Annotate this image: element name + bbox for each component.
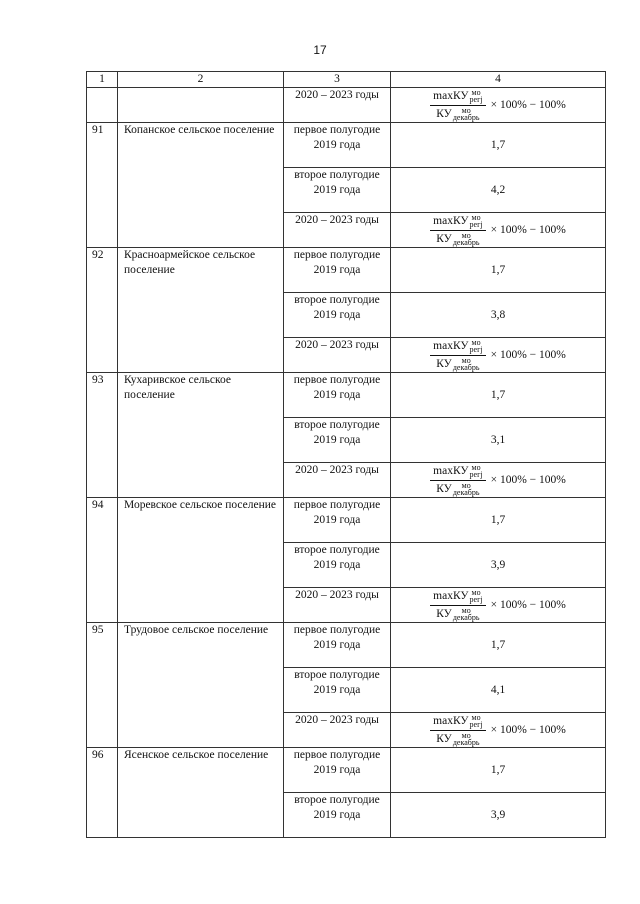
table-row [87, 373, 606, 418]
period-cell: второе полугодие 2019 года [284, 543, 391, 588]
period-cell: первое полугодие 2019 года [284, 748, 391, 793]
formula-cell [391, 588, 606, 623]
value-cell: 3,8 [391, 293, 606, 338]
period-cell: второе полугодие 2019 года [284, 168, 391, 213]
table-header-row [87, 72, 606, 88]
settlement-name-cell: Копанское сельское поселение [118, 123, 284, 248]
formula-multiplier: × 100% − 100% [490, 724, 566, 736]
period-cell: первое полугодие 2019 года [284, 248, 391, 293]
table-row [87, 748, 606, 793]
period-cell: второе полугодие 2019 года [284, 668, 391, 713]
settlement-name-cell: Трудовое сельское поселение [118, 623, 284, 748]
row-number-cell: 95 [87, 623, 118, 748]
increase-formula [430, 589, 566, 622]
formula-fraction [430, 89, 485, 122]
formula-cell [391, 463, 606, 498]
value-cell: 4,2 [391, 168, 606, 213]
period-cell: первое полугодие 2019 года [284, 498, 391, 543]
row-number-cell: 93 [87, 373, 118, 498]
period-cell: 2020 – 2023 годы [284, 463, 391, 498]
table-row [87, 498, 606, 543]
formula-cell [391, 213, 606, 248]
formula-numerator: maxКУ мо регj [430, 589, 485, 606]
value-cell: 1,7 [391, 373, 606, 418]
formula-multiplier: × 100% − 100% [490, 99, 566, 111]
page-number: 17 [313, 43, 327, 57]
formula-fraction [430, 214, 485, 247]
period-cell: первое полугодие 2019 года [284, 373, 391, 418]
formula-multiplier: × 100% − 100% [490, 599, 566, 611]
settlement-name-cell: Моревское сельское поселение [118, 498, 284, 623]
formula-denominator: КУ мо декабрь [436, 355, 480, 372]
formula-denominator: КУ мо декабрь [436, 105, 480, 122]
period-cell: первое полугодие 2019 года [284, 623, 391, 668]
period-cell: 2020 – 2023 годы [284, 213, 391, 248]
value-cell: 1,7 [391, 748, 606, 793]
formula-denominator: КУ мо декабрь [436, 730, 480, 747]
value-cell: 1,7 [391, 498, 606, 543]
formula-fraction [430, 714, 485, 747]
tariff-table [86, 71, 606, 838]
period-cell: 2020 – 2023 годы [284, 338, 391, 373]
formula-numerator: maxКУ мо регj [430, 714, 485, 731]
period-cell: второе полугодие 2019 года [284, 418, 391, 463]
formula-fraction [430, 339, 485, 372]
period-cell: 2020 – 2023 годы [284, 88, 391, 123]
value-cell: 3,9 [391, 793, 606, 838]
increase-formula [430, 464, 566, 497]
increase-formula [430, 339, 566, 372]
increase-formula [430, 89, 566, 122]
formula-denominator: КУ мо декабрь [436, 605, 480, 622]
formula-multiplier: × 100% − 100% [490, 349, 566, 361]
row-number-cell [87, 88, 118, 123]
value-cell: 1,7 [391, 123, 606, 168]
formula-numerator: maxКУ мо регj [430, 89, 485, 106]
period-cell: 2020 – 2023 годы [284, 713, 391, 748]
header-cell-4: 4 [391, 72, 606, 88]
formula-fraction [430, 464, 485, 497]
formula-cell [391, 713, 606, 748]
period-cell: 2020 – 2023 годы [284, 588, 391, 623]
header-cell-2: 2 [118, 72, 284, 88]
formula-multiplier: × 100% − 100% [490, 224, 566, 236]
row-number-cell: 92 [87, 248, 118, 373]
formula-fraction [430, 589, 485, 622]
continuation-row [87, 88, 606, 123]
header-cell-3: 3 [284, 72, 391, 88]
value-cell: 4,1 [391, 668, 606, 713]
increase-formula [430, 214, 566, 247]
settlement-name-cell: Ясенское сельское поселение [118, 748, 284, 838]
settlement-name-cell: Красноармейское сельское поселение [118, 248, 284, 373]
formula-multiplier: × 100% − 100% [490, 474, 566, 486]
formula-numerator: maxКУ мо регj [430, 214, 485, 231]
table-row [87, 123, 606, 168]
table-row [87, 623, 606, 668]
row-number-cell: 94 [87, 498, 118, 623]
formula-numerator: maxКУ мо регj [430, 464, 485, 481]
row-number-cell: 96 [87, 748, 118, 838]
period-cell: первое полугодие 2019 года [284, 123, 391, 168]
value-cell: 1,7 [391, 623, 606, 668]
formula-denominator: КУ мо декабрь [436, 480, 480, 497]
formula-cell [391, 338, 606, 373]
period-cell: второе полугодие 2019 года [284, 293, 391, 338]
row-number-cell: 91 [87, 123, 118, 248]
settlement-name-cell [118, 88, 284, 123]
formula-cell [391, 88, 606, 123]
settlement-name-cell: Кухаривское сельское поселение [118, 373, 284, 498]
value-cell: 3,1 [391, 418, 606, 463]
formula-numerator: maxКУ мо регj [430, 339, 485, 356]
header-cell-1: 1 [87, 72, 118, 88]
period-cell: второе полугодие 2019 года [284, 793, 391, 838]
table-row [87, 248, 606, 293]
increase-formula [430, 714, 566, 747]
formula-denominator: КУ мо декабрь [436, 230, 480, 247]
value-cell: 3,9 [391, 543, 606, 588]
value-cell: 1,7 [391, 248, 606, 293]
